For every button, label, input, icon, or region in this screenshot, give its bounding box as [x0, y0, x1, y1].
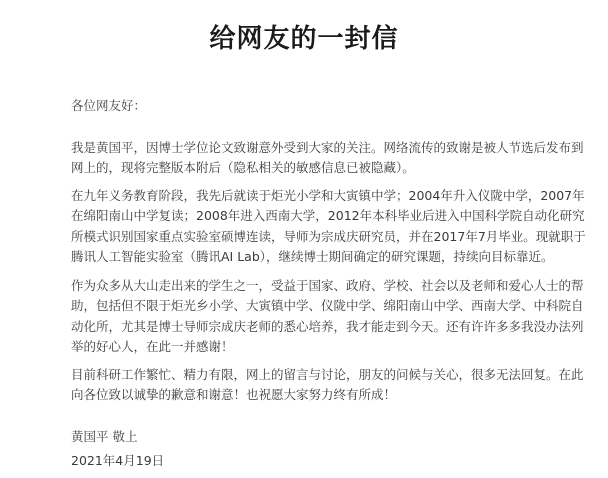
paragraph-closing: [71, 365, 584, 406]
paragraph-education: [71, 186, 586, 268]
text-line: 目前科研工作繁忙、精力有限，网上的留言与讨论，朋友的问候与关心，很多无法回复。在此: [71, 367, 584, 382]
text-line: 我是黄国平，因博士学位论文致谢意外受到大家的关注。网络流传的致谢是被人节选后发布到: [71, 140, 584, 155]
text-line: 作为众多从大山走出来的学生之一，受益于国家、政府、学校、社会以及老师和爱心人士的帮: [71, 278, 584, 293]
text-line: 在九年义务教育阶段，我先后就读于炬光小学和大寅镇中学；2004年升入仪陇中学，2007年: [71, 188, 585, 203]
text-line: 腾讯人工智能实验室（腾讯AI Lab），继续博士期间确定的研究课题，持续向目标靠近。: [71, 249, 554, 265]
text-line: 助，包括但不限于炬光乡小学、大寅镇中学、仪陇中学、绵阳南山中学、西南大学、中科院自: [71, 298, 584, 314]
letter-date: 2021年4月19日: [71, 453, 165, 468]
letter-title: 给网友的一封信: [209, 24, 399, 54]
text-line: 所模式识别国家重点实验室硕博连读，导师为宗成庆研究员，并在2017年7月毕业。现就职于: [71, 228, 586, 244]
text-line: 网上的，现将完整版本附后（隐私相关的敏感信息已被隐藏）。: [71, 160, 415, 176]
text-line: 在绵阳南山中学复读；2008年进入西南大学，2012年本科毕业后进入中国科学院自动化研究: [71, 208, 585, 224]
paragraph-gratitude: [71, 276, 584, 358]
letter-greeting: 各位网友好：: [71, 98, 147, 113]
paragraph-introduction: [71, 138, 584, 179]
letter-signature: 黄国平 敬上: [71, 429, 138, 444]
text-line: 举的好心人，在此一并感谢！: [71, 339, 234, 355]
text-line: 向各位致以诚挚的歉意和谢意！也祝愿大家努力终有所成！: [71, 387, 397, 403]
text-line: 动化所，尤其是博士导师宗成庆老师的悉心培养，我才能走到今天。还有许许多多我没办法列: [71, 318, 584, 334]
